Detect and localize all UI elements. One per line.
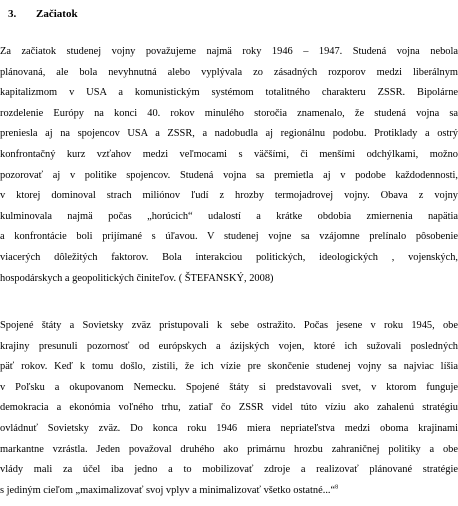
text-line: krajiny presunuli pozornosť od európskych a ázijských vojen, ktoré ich sužovali posledných xyxy=(0,340,458,352)
text-line: a konfrontácie boli prijímané s úľavou. V studenej vojne sa vzájomne prelínalo pôsobenie xyxy=(0,231,458,243)
text-line: pozorovať aj v politike spojencov. Studená vojna sa premietla aj v podobe každodennosti, xyxy=(0,169,458,181)
text-line: markantne vzrástla. Jeden považoval druhého ako primárnu hrozbu zahraničnej politiky a obe xyxy=(0,443,458,455)
paragraph-1 xyxy=(0,42,458,289)
text-line: hospodárskych a geopolitických činiteľov. ( ŠTEFANSKÝ, 2008) xyxy=(0,272,274,284)
section-number: 3. xyxy=(8,8,17,20)
text-line: v ktorej dominoval strach miliónov ľudí z hrozby termojadrovej vojny. Obava z vojny xyxy=(0,190,458,202)
text-line: preniesla aj na spojencov USA a ZSSR, a nadobudla aj regionálnu podobu. Protiklady a ostrý xyxy=(0,128,458,140)
text-line-content: s jediným cieľom „maximalizovať svoj vplyv a minimalizovať všetko ostatné...“ xyxy=(0,484,336,496)
section-title: Začiatok xyxy=(36,8,78,20)
text-line: viacerých dôležitých faktorov. Bola interakciou politických, ideologických , vojenských, xyxy=(0,251,458,263)
text-line: v Poľsku a okupovanom Nemecku. Spojené štáty si predstavovali svet, v ktorom funguje xyxy=(0,381,458,393)
text-line: demokracia a ekonómia voľného trhu, zatiaľ čo ZSSR videl túto víziu ako zahalenú stratégiu xyxy=(0,402,458,414)
text-line: ovládnuť Sovietsky zväz. Do konca roku 1946 miera nepriateľstva medzi oboma krajinami xyxy=(0,422,458,434)
text-line: kulminovala najmä počas „horúcich“ udalostí a krátke obdobia zmiernenia napätia xyxy=(0,210,458,222)
section-heading xyxy=(8,8,78,20)
text-line xyxy=(0,481,458,502)
text-line: konfrontačný kurz vzťahov medzi veľmocami s väčšími, či menšími odchýlkami, možno xyxy=(0,148,458,160)
text-line: vlády mali za účel iba jedno a to mobilizovať zdroje a realizovať plánované stratégie xyxy=(0,464,458,476)
footnote-reference[interactable]: 8 xyxy=(335,484,339,491)
text-line: plánovaná, ale bola nevyhnutná alebo vyplývala zo zásadných rozporov medzi liberálnym xyxy=(0,66,458,78)
paragraph-2 xyxy=(0,316,458,501)
text-line: rozdelenie Európy na konci 40. rokov minulého storočia znamenalo, že studená vojna sa xyxy=(0,107,458,119)
text-line: Za začiatok studenej vojny považujeme najmä roky 1946 – 1947. Studená vojna nebola xyxy=(0,46,458,57)
text-line: kapitalizmom v USA a komunistickým systémom totalitného charakteru ZSSR. Bipolárne xyxy=(0,87,458,99)
text-line: päť rokov. Keď k tomu došlo, zistili, že ich vízie pre skončenie studenej vojny sa najviac líšia xyxy=(0,361,458,373)
text-line: Spojené štáty a Sovietsky zväz pristupovali k sebe ostražito. Počas jesene v roku 1945, obe xyxy=(0,320,458,331)
